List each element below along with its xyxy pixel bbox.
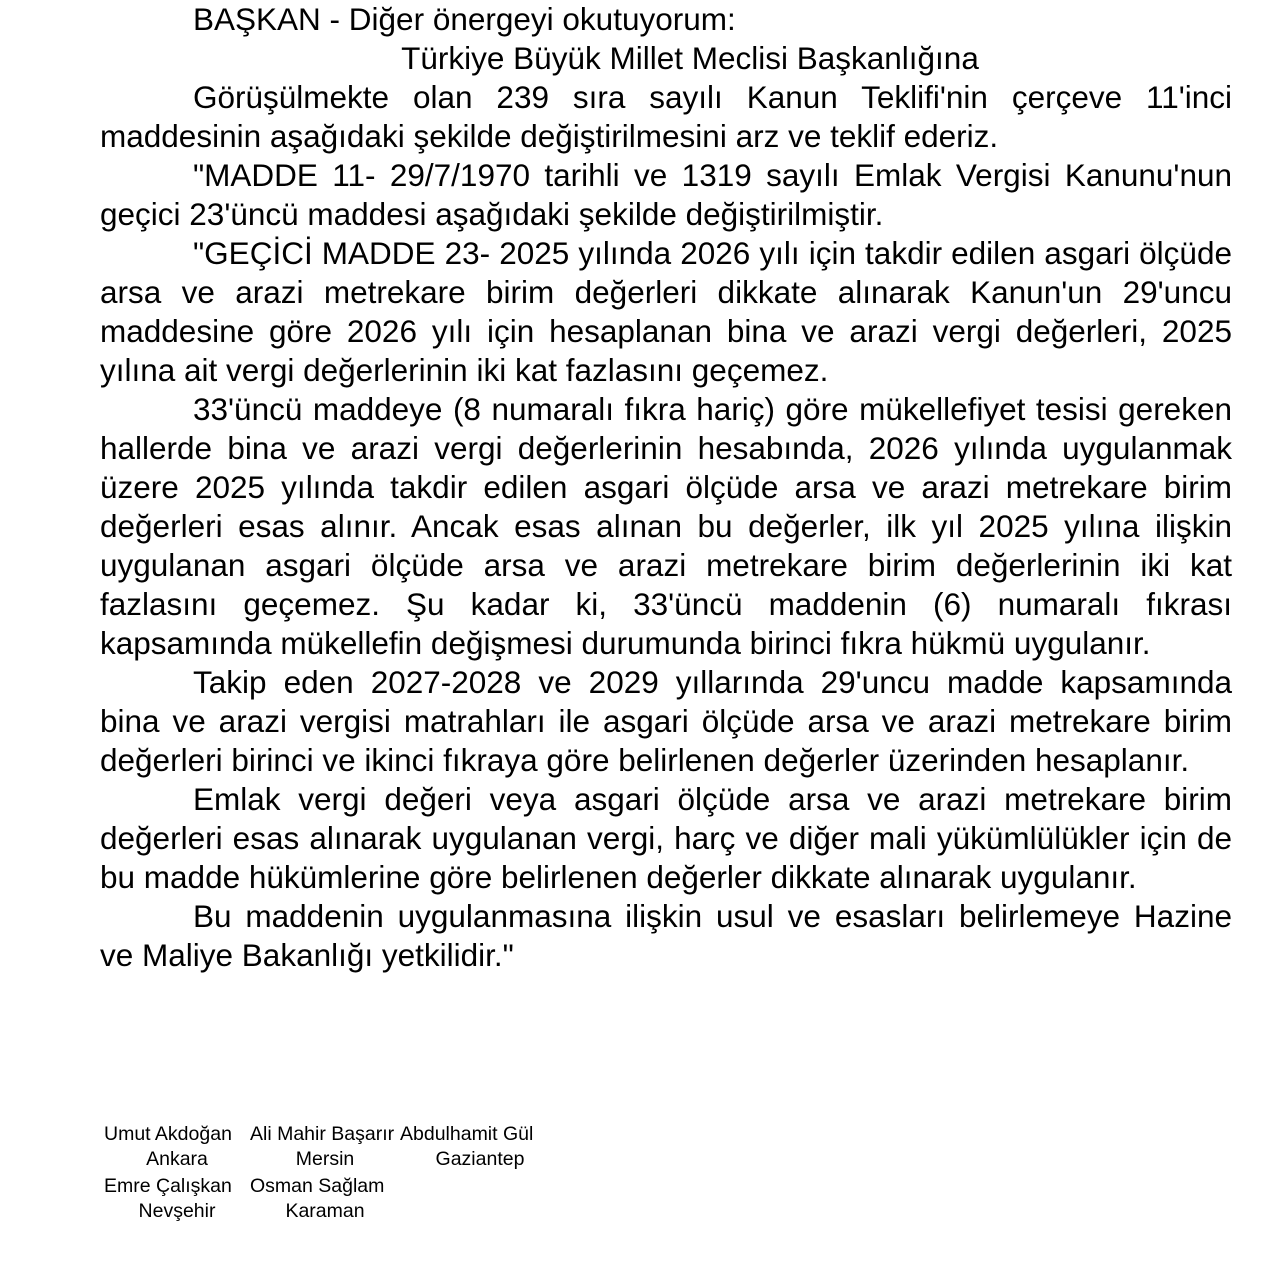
signatory-city: Nevşehir [138, 1200, 216, 1222]
paragraph-1: Görüşülmekte olan 239 sıra sayılı Kanun Teklifi'nin çerçeve 11'inci maddesinin aşağıdaki şekilde değiştirilmesini arz ve teklif ederiz. [100, 79, 1232, 154]
document-body [100, 0, 1232, 975]
signatory-name: Osman Sağlam [250, 1175, 385, 1197]
signatory-city: Gaziantep [435, 1148, 525, 1170]
paragraph-3: "GEÇİCİ MADDE 23- 2025 yılında 2026 yılı için takdir edilen asgari ölçüde arsa ve arazi metrekare birim değerleri dikkate alınarak Kanun'un 29'uncu maddesine göre 2026 yılı için hesaplanan bina ve arazi vergi değerleri, 2025 yılına ait vergi değerlerinin iki kat fazlasını geçemez. [100, 235, 1232, 388]
paragraph-4: 33'üncü maddeye (8 numaralı fıkra hariç) göre mükellefiyet tesisi gereken hallerde bina ve arazi vergi değerlerinin hesabında, 2026 yılında uygulanmak üzere 2025 yılında takdir edilen asgari ölçüde arsa ve arazi metrekare birim değerleri esas alınır. Ancak esas alınan bu değerler, ilk yıl 2025 yılına ilişkin uygulanan asgari ölçüde arsa ve arazi metrekare birim değerlerinin iki kat fazlasını geçemez. Şu kadar ki, 33'üncü maddenin (6) numaralı fıkrası kapsamında mükellefin değişmesi durumunda birinci fıkra hükmü uygulanır. [100, 391, 1232, 661]
signature-cities-row-1 [104, 1147, 724, 1172]
signature-cities-row-2 [104, 1199, 724, 1224]
signatory-name: Ali Mahir Başarır [250, 1123, 395, 1145]
signatory-city: Ankara [146, 1148, 208, 1170]
signature-block [104, 1122, 724, 1224]
signature-names-row-1 [104, 1122, 724, 1147]
paragraph-2: "MADDE 11- 29/7/1970 tarihli ve 1319 sayılı Emlak Vergisi Kanunu'nun geçici 23'üncü maddesi aşağıdaki şekilde değiştirilmiştir. [100, 157, 1232, 232]
signature-group-2 [104, 1174, 724, 1224]
signatory-name: Emre Çalışkan [104, 1175, 232, 1197]
signatory-name: Abdulhamit Gül [400, 1123, 534, 1145]
signatory-city: Mersin [295, 1148, 355, 1170]
addressee-heading: Türkiye Büyük Millet Meclisi Başkanlığına [401, 40, 979, 76]
paragraph-5: Takip eden 2027-2028 ve 2029 yıllarında 29'uncu madde kapsamında bina ve arazi vergisi matrahları ile asgari ölçüde arsa ve arazi metrekare birim değerleri birinci ve ikinci fıkraya göre belirlenen değerler üzerinden hesaplanır. [100, 664, 1232, 778]
paragraph-7: Bu maddenin uygulanmasına ilişkin usul ve esasları belirlemeye Hazine ve Maliye Bakanlığı yetkilidir." [100, 898, 1232, 973]
signatory-city: Karaman [285, 1200, 365, 1222]
signatory-name: Umut Akdoğan [104, 1123, 232, 1145]
signature-names-row-2 [104, 1174, 724, 1199]
paragraph-6: Emlak vergi değeri veya asgari ölçüde arsa ve arazi metrekare birim değerleri esas alınarak uygulanan vergi, harç ve diğer mali yükümlülükler için de bu madde hükümlerine göre belirlenen değerler dikkate alınarak uygulanır. [100, 781, 1232, 895]
speaker-line: BAŞKAN - Diğer önergeyi okutuyorum: [193, 1, 736, 37]
signature-group-1 [104, 1122, 724, 1172]
